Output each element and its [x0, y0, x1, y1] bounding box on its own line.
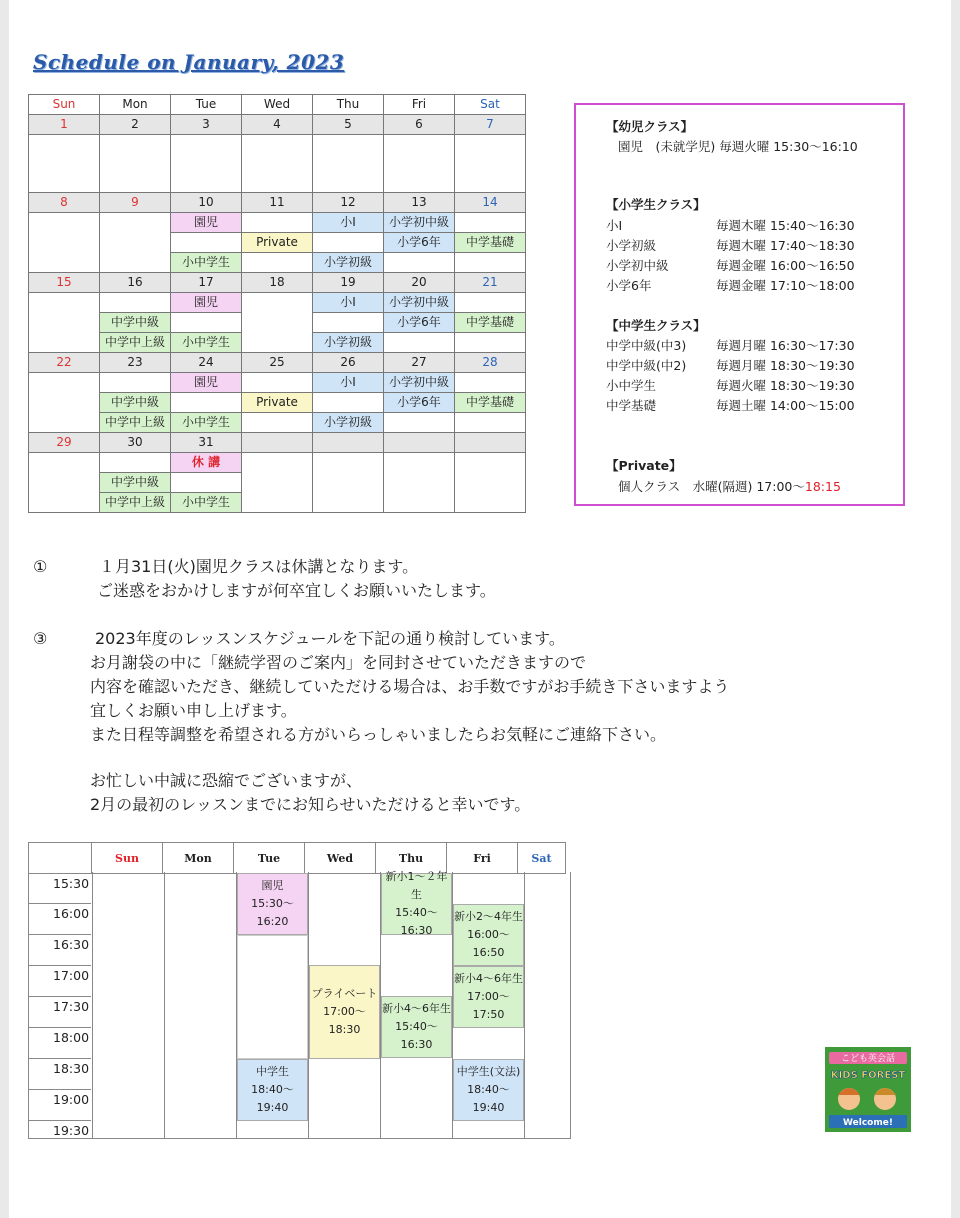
- empty-cell: [100, 135, 171, 193]
- empty-cell: [171, 393, 242, 413]
- empty-cell: [100, 453, 171, 473]
- weekly-schedule-header: [28, 842, 566, 874]
- date-cell: 30: [100, 433, 171, 453]
- day-header-thu: Thu: [313, 95, 384, 115]
- date-cell: 11: [242, 193, 313, 213]
- class-block-fri-3: 中学生(文法) 18:40〜 19:40: [453, 1059, 524, 1121]
- info-row: 中学中級(中3) 毎週月曜 16:30〜17:30: [606, 338, 855, 353]
- empty-cell: [313, 313, 384, 333]
- section-heading-elementary: 【小学生クラス】: [606, 197, 706, 212]
- date-cell: 6: [384, 115, 455, 135]
- empty-cell: [242, 373, 313, 393]
- time-label: 16:00: [53, 906, 90, 921]
- empty-cell: [455, 213, 526, 233]
- empty-cell: [242, 135, 313, 193]
- date-cell: [242, 433, 313, 453]
- empty-cell: [455, 253, 526, 273]
- class-cell: 中学基礎: [455, 233, 526, 253]
- empty-cell: [242, 253, 313, 273]
- weekly-schedule-grid: [28, 872, 571, 1139]
- class-cell: 園児: [171, 373, 242, 393]
- class-block-tue-junior: 中学生 18:40〜 19:40: [237, 1059, 308, 1121]
- empty-cell: [455, 373, 526, 393]
- class-cell: 小学6年: [384, 313, 455, 333]
- class-cell: 小学6年: [384, 233, 455, 253]
- empty-cell: [29, 453, 100, 513]
- date-cell: 18: [242, 273, 313, 293]
- logo-top-text: こども英会話: [840, 1054, 896, 1064]
- empty-cell: [313, 135, 384, 193]
- date-cell: [455, 433, 526, 453]
- class-cell: 小学初中級: [384, 213, 455, 233]
- page-title: Schedule on January, 2023: [33, 50, 345, 74]
- date-cell: 8: [29, 193, 100, 213]
- date-cell: 2: [100, 115, 171, 135]
- date-cell: 26: [313, 353, 384, 373]
- time-row-line: [29, 1120, 91, 1121]
- time-label: 18:30: [53, 1061, 90, 1076]
- time-label: 17:30: [53, 999, 90, 1014]
- note-marker: ①: [33, 557, 48, 576]
- info-row: 小Ⅰ 毎週木曜 15:40〜16:30: [606, 218, 855, 233]
- class-cell: 小学初級: [313, 253, 384, 273]
- note-line: また日程等調整を希望される方がいらっしゃいましたらお気軽にご連絡下さい。: [90, 725, 667, 744]
- date-cell: [384, 433, 455, 453]
- logo-mid-text: KIDS FOREST: [830, 1070, 906, 1081]
- empty-cell: [384, 453, 455, 513]
- date-cell: 14: [455, 193, 526, 213]
- empty-cell: [171, 473, 242, 493]
- class-block-tue-preschool: 園児 15:30〜 16:20: [237, 873, 308, 935]
- class-cell: 中学中級: [100, 393, 171, 413]
- info-row: 小学6年 毎週金曜 17:10〜18:00: [606, 278, 855, 293]
- section-heading-private: 【Private】: [606, 458, 682, 473]
- empty-cell: [242, 413, 313, 433]
- class-cell: 中学基礎: [455, 393, 526, 413]
- date-cell: 31: [171, 433, 242, 453]
- time-label: 15:30: [53, 876, 90, 891]
- class-cell: 小中学生: [171, 493, 242, 513]
- column-divider: [524, 872, 525, 1139]
- class-cell: 小中学生: [171, 413, 242, 433]
- schedule-day-mon: Mon: [163, 843, 234, 874]
- info-row: 小中学生 毎週火曜 18:30〜19:30: [606, 378, 855, 393]
- schedule-day-fri: Fri: [447, 843, 518, 874]
- class-cell: 中学中上級: [100, 413, 171, 433]
- empty-cell: [455, 453, 526, 513]
- class-block-wed-private: プライベート 17:00〜 18:30: [309, 965, 380, 1059]
- class-cell: 小中学生: [171, 333, 242, 353]
- date-cell: [313, 433, 384, 453]
- column-divider: [92, 872, 93, 1139]
- time-label: 16:30: [53, 937, 90, 952]
- empty-cell: [242, 293, 313, 353]
- corner-cell: [29, 843, 92, 874]
- time-label: 18:00: [53, 1030, 90, 1045]
- class-block-fri-2: 新小4〜6年生 17:00〜17:50: [453, 966, 524, 1028]
- time-row-line: [29, 1089, 91, 1090]
- empty-cell: [242, 453, 313, 513]
- empty-cell: [100, 293, 171, 313]
- note-line: 内容を確認いただき、継続していただける場合は、お手数ですがお手続き下さいますよう: [90, 677, 730, 696]
- schedule-day-wed: Wed: [305, 843, 376, 874]
- date-cell: 17: [171, 273, 242, 293]
- empty-cell: [384, 253, 455, 273]
- empty-cell: [242, 213, 313, 233]
- kids-forest-logo: [825, 1047, 911, 1132]
- class-cell: 小学6年: [384, 393, 455, 413]
- date-cell: 16: [100, 273, 171, 293]
- date-cell: 13: [384, 193, 455, 213]
- time-row-line: [29, 903, 91, 904]
- date-cell: 21: [455, 273, 526, 293]
- note-marker: ③: [33, 629, 48, 648]
- empty-cell: [455, 413, 526, 433]
- date-cell: 25: [242, 353, 313, 373]
- date-cell: 15: [29, 273, 100, 293]
- class-cell: 小Ⅰ: [313, 293, 384, 313]
- empty-cell: [384, 333, 455, 353]
- empty-cell: [171, 135, 242, 193]
- time-label: 19:30: [53, 1123, 90, 1138]
- date-cell: 28: [455, 353, 526, 373]
- empty-cell: [455, 333, 526, 353]
- monthly-calendar: [28, 94, 526, 513]
- day-header-sat: Sat: [455, 95, 526, 115]
- day-header-fri: Fri: [384, 95, 455, 115]
- date-cell: 3: [171, 115, 242, 135]
- empty-cell: [29, 293, 100, 353]
- empty-cell: [29, 213, 100, 273]
- info-row: 個人クラス 水曜(隔週) 17:00〜18:15: [618, 479, 841, 494]
- empty-cell: [455, 135, 526, 193]
- class-cell: 小学初級: [313, 333, 384, 353]
- logo-art: [825, 1047, 911, 1132]
- class-block-thu-1: 新小1〜２年生 15:40〜16:30: [381, 873, 452, 935]
- class-cell: 中学中上級: [100, 493, 171, 513]
- empty-cell: [171, 233, 242, 253]
- empty-cell: [313, 393, 384, 413]
- note-line: お忙しい中誠に恐縮でございますが、: [90, 771, 363, 790]
- class-cell: 中学中級: [100, 473, 171, 493]
- empty-cell: [384, 413, 455, 433]
- note-line: 2023年度のレッスンスケジュールを下記の通り検討しています。: [95, 629, 565, 648]
- section-heading-junior-high: 【中学生クラス】: [606, 318, 706, 333]
- date-cell: 29: [29, 433, 100, 453]
- time-label: 17:00: [53, 968, 90, 983]
- class-cell: 小学初中級: [384, 373, 455, 393]
- empty-cell: [29, 373, 100, 433]
- schedule-day-thu: Thu: [376, 843, 447, 874]
- class-cell: 中学中上級: [100, 333, 171, 353]
- date-cell: 23: [100, 353, 171, 373]
- day-header-mon: Mon: [100, 95, 171, 115]
- note-line: 宜しくお願い申し上げます。: [90, 701, 297, 720]
- empty-cell: [100, 373, 171, 393]
- info-row: 小学初中級 毎週金曜 16:00〜16:50: [606, 258, 855, 273]
- note-line: １月31日(火)園児クラスは休講となります。: [99, 557, 419, 576]
- date-cell: 7: [455, 115, 526, 135]
- time-row-line: [29, 996, 91, 997]
- class-cell: Private: [242, 393, 313, 413]
- class-cell: 園児: [171, 213, 242, 233]
- date-cell: 12: [313, 193, 384, 213]
- schedule-day-sun: Sun: [92, 843, 163, 874]
- date-cell: 9: [100, 193, 171, 213]
- class-cell: Private: [242, 233, 313, 253]
- empty-cell: [171, 313, 242, 333]
- date-cell: 19: [313, 273, 384, 293]
- date-cell: 10: [171, 193, 242, 213]
- info-row: 中学中級(中2) 毎週月曜 18:30〜19:30: [606, 358, 855, 373]
- time-label: 19:00: [53, 1092, 90, 1107]
- info-row: 園児 (未就学児) 毎週火曜 15:30〜16:10: [618, 139, 858, 154]
- class-block-thu-2: 新小4〜6年生 15:40〜16:30: [381, 996, 452, 1058]
- class-cell: 中学中級: [100, 313, 171, 333]
- schedule-day-sat: Sat: [518, 843, 566, 874]
- class-info-box: [574, 103, 905, 506]
- class-cell: 小学初級: [313, 413, 384, 433]
- time-row-line: [29, 1058, 91, 1059]
- note-line: ご迷惑をおかけしますが何卒宜しくお願いいたします。: [97, 581, 496, 600]
- empty-cell: [29, 135, 100, 193]
- date-cell: 1: [29, 115, 100, 135]
- class-cell: 小Ⅰ: [313, 373, 384, 393]
- class-cell: 中学基礎: [455, 313, 526, 333]
- day-header-tue: Tue: [171, 95, 242, 115]
- info-row: 中学基礎 毎週土曜 14:00〜15:00: [606, 398, 855, 413]
- date-cell: 5: [313, 115, 384, 135]
- class-block-fri-1: 新小2〜4年生 16:00〜16:50: [453, 904, 524, 966]
- day-header-sun: Sun: [29, 95, 100, 115]
- empty-cell: [384, 135, 455, 193]
- date-cell: 24: [171, 353, 242, 373]
- date-cell: 27: [384, 353, 455, 373]
- empty-slot: [237, 935, 308, 1059]
- date-cell: 4: [242, 115, 313, 135]
- empty-cell: [100, 213, 171, 273]
- class-cell: 園児: [171, 293, 242, 313]
- date-cell: 20: [384, 273, 455, 293]
- column-divider: [164, 872, 165, 1139]
- class-cell: 小学初中級: [384, 293, 455, 313]
- cancelled-cell: 休 講: [171, 453, 242, 473]
- time-row-line: [29, 965, 91, 966]
- empty-cell: [313, 233, 384, 253]
- logo-bottom-text: Welcome!: [843, 1118, 893, 1128]
- empty-cell: [313, 453, 384, 513]
- note-line: 2月の最初のレッスンまでにお知らせいただけると幸いです。: [90, 795, 531, 814]
- info-row: 小学初級 毎週木曜 17:40〜18:30: [606, 238, 855, 253]
- class-cell: 小Ⅰ: [313, 213, 384, 233]
- day-header-wed: Wed: [242, 95, 313, 115]
- time-row-line: [29, 934, 91, 935]
- class-cell: 小中学生: [171, 253, 242, 273]
- note-line: お月謝袋の中に「継続学習のご案内」を同封させていただきますので: [90, 653, 587, 672]
- empty-cell: [455, 293, 526, 313]
- time-row-line: [29, 1027, 91, 1028]
- date-cell: 22: [29, 353, 100, 373]
- section-heading-preschool: 【幼児クラス】: [606, 119, 694, 134]
- schedule-day-tue: Tue: [234, 843, 305, 874]
